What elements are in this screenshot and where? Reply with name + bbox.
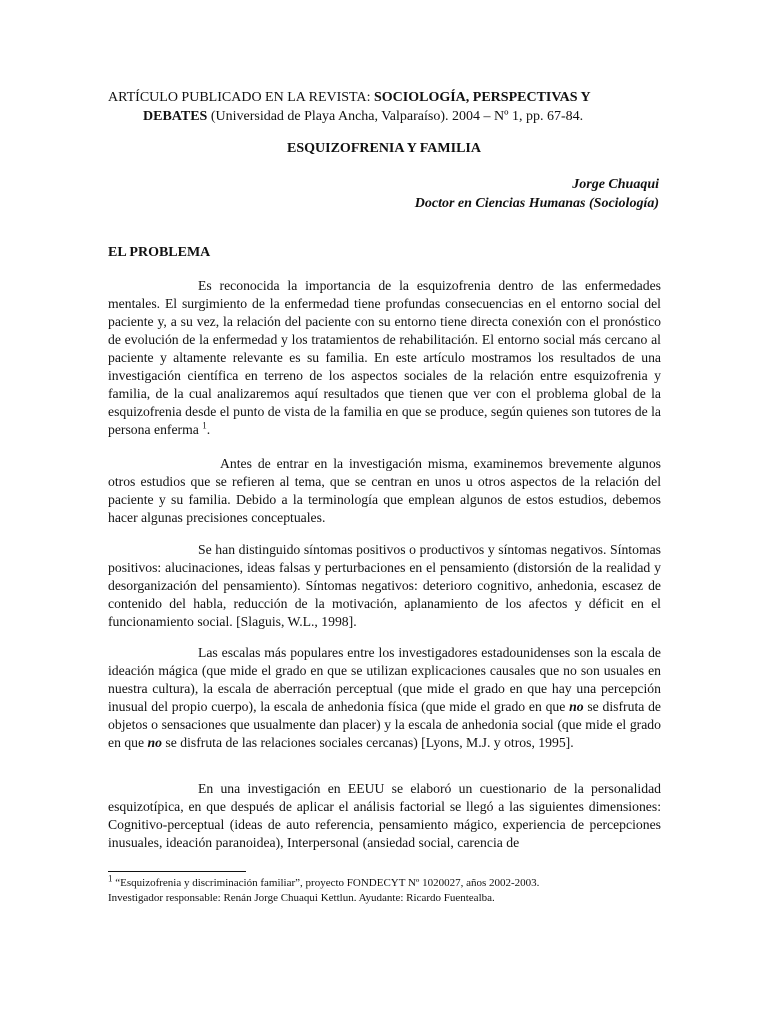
- paragraph-1-end: .: [206, 422, 211, 437]
- footnote-reference[interactable]: 1: [202, 420, 207, 431]
- publication-header: [108, 88, 668, 126]
- paragraph-4-part2: se disfruta de objetos o sensaciones que usualmente dan placer) y la escala de anhedonia social (que mide el grado en que: [108, 699, 661, 750]
- journal-name-part1: SOCIOLOGÍA, PERSPECTIVAS Y: [373, 90, 591, 105]
- footnote-separator: [108, 871, 246, 872]
- paragraph-3: Se han distinguido síntomas positivos o productivos y síntomas negativos. Síntomas positivos: alucinaciones, ideas falsas y perturbaciones en el pensamiento (distorsión de la realidad y desorganización del pensamiento). Síntomas negativos: deterioro cognitivo, anhedonia, escasez de contenido del habla, reducción de la motivación, aplanamiento de los afectos y déficit en el funcionamiento social. [Slaguis, W.L., 1998].: [108, 542, 661, 629]
- footnote-line-2: Investigador responsable: Renán Jorge Chuaqui Kettlun. Ayudante: Ricardo Fuentealba.: [108, 892, 495, 904]
- journal-name-part2: DEBATES: [143, 109, 208, 124]
- footnote-line-1: [108, 873, 668, 891]
- emphasis-no-1: no: [569, 699, 584, 714]
- emphasis-no-2: no: [147, 735, 162, 750]
- header-line-1: [108, 88, 668, 107]
- footnote-text-1: “Esquizofrenia y discriminación familiar”, proyecto FONDECYT Nº 1020027, años 2002-2003.: [112, 877, 540, 889]
- footnote: [108, 873, 668, 906]
- paragraph-2: Antes de entrar en la investigación misma, examinemos brevemente algunos otros estudios que se refieren al tema, que se centran en unos u otros aspectos de la relación del paciente y su familia. Debido a la terminología que emplean algunos de estos estudios, debemos hacer algunas precisiones conceptuales.: [108, 456, 661, 525]
- author-name: Jorge Chuaqui: [572, 177, 659, 192]
- header-line-2: [108, 107, 668, 126]
- article-title: ESQUIZOFRENIA Y FAMILIA: [287, 141, 481, 156]
- paragraph-4-part1: Las escalas más populares entre los investigadores estadounidenses son la escala de ideación mágica (que mide el grado en que se utilizan explicaciones causales que no son usuales en nuestra cultura), la escala de aberración perceptual (que mide el grado en que hay una percepción inusual del propio cuerpo), la escala de anhedonia física (que mide el grado en que: [108, 645, 661, 714]
- footnote-mark: 1: [108, 873, 113, 884]
- paragraph-5: En una investigación en EEUU se elaboró un cuestionario de la personalidad esquizotípica, en que después de aplicar el análisis factorial se llegó a las siguientes dimensiones: Cognitivo-perceptual (ideas de auto referencia, pensamiento mágico, experiencia de percepciones inusuales, ideación paranoidea), Interpersonal (ansiedad social, carencia de: [108, 781, 661, 850]
- publication-details: (Universidad de Playa Ancha, Valparaíso). 2004 – Nº 1, pp. 67-84.: [207, 109, 584, 124]
- section-heading: EL PROBLEMA: [108, 245, 211, 260]
- paragraph-1-text: Es reconocida la importancia de la esquizofrenia dentro de las enfermedades mentales. El surgimiento de la enfermedad tiene profundas consecuencias en el entorno social del paciente y, a su vez, la relación del paciente con su entorno tiene directa conexión con el pronóstico de evolución de la enfermedad y los tratamientos de rehabilitación. El entorno social más cercano al paciente y altamente relevante es su familia. En este artículo mostramos los resultados de una investigación científica en terreno de los aspectos sociales de la relación entre esquizofrenia y familia, de la cual analizaremos aquí resultados que tienen que ver con el problema global de la esquizofrenia desde el punto de vista de la familia en que se produce, según quienes son tutores de la persona enferma: [108, 278, 661, 437]
- paragraph-4-part3: se disfruta de las relaciones sociales cercanas) [Lyons, M.J. y otros, 1995].: [162, 735, 574, 750]
- header-prefix: ARTÍCULO PUBLICADO EN LA REVISTA:: [108, 90, 374, 105]
- paragraph-1: [108, 277, 661, 439]
- paragraph-4: [108, 644, 661, 752]
- author-block: [415, 175, 659, 213]
- author-affiliation: Doctor en Ciencias Humanas (Sociología): [414, 196, 659, 211]
